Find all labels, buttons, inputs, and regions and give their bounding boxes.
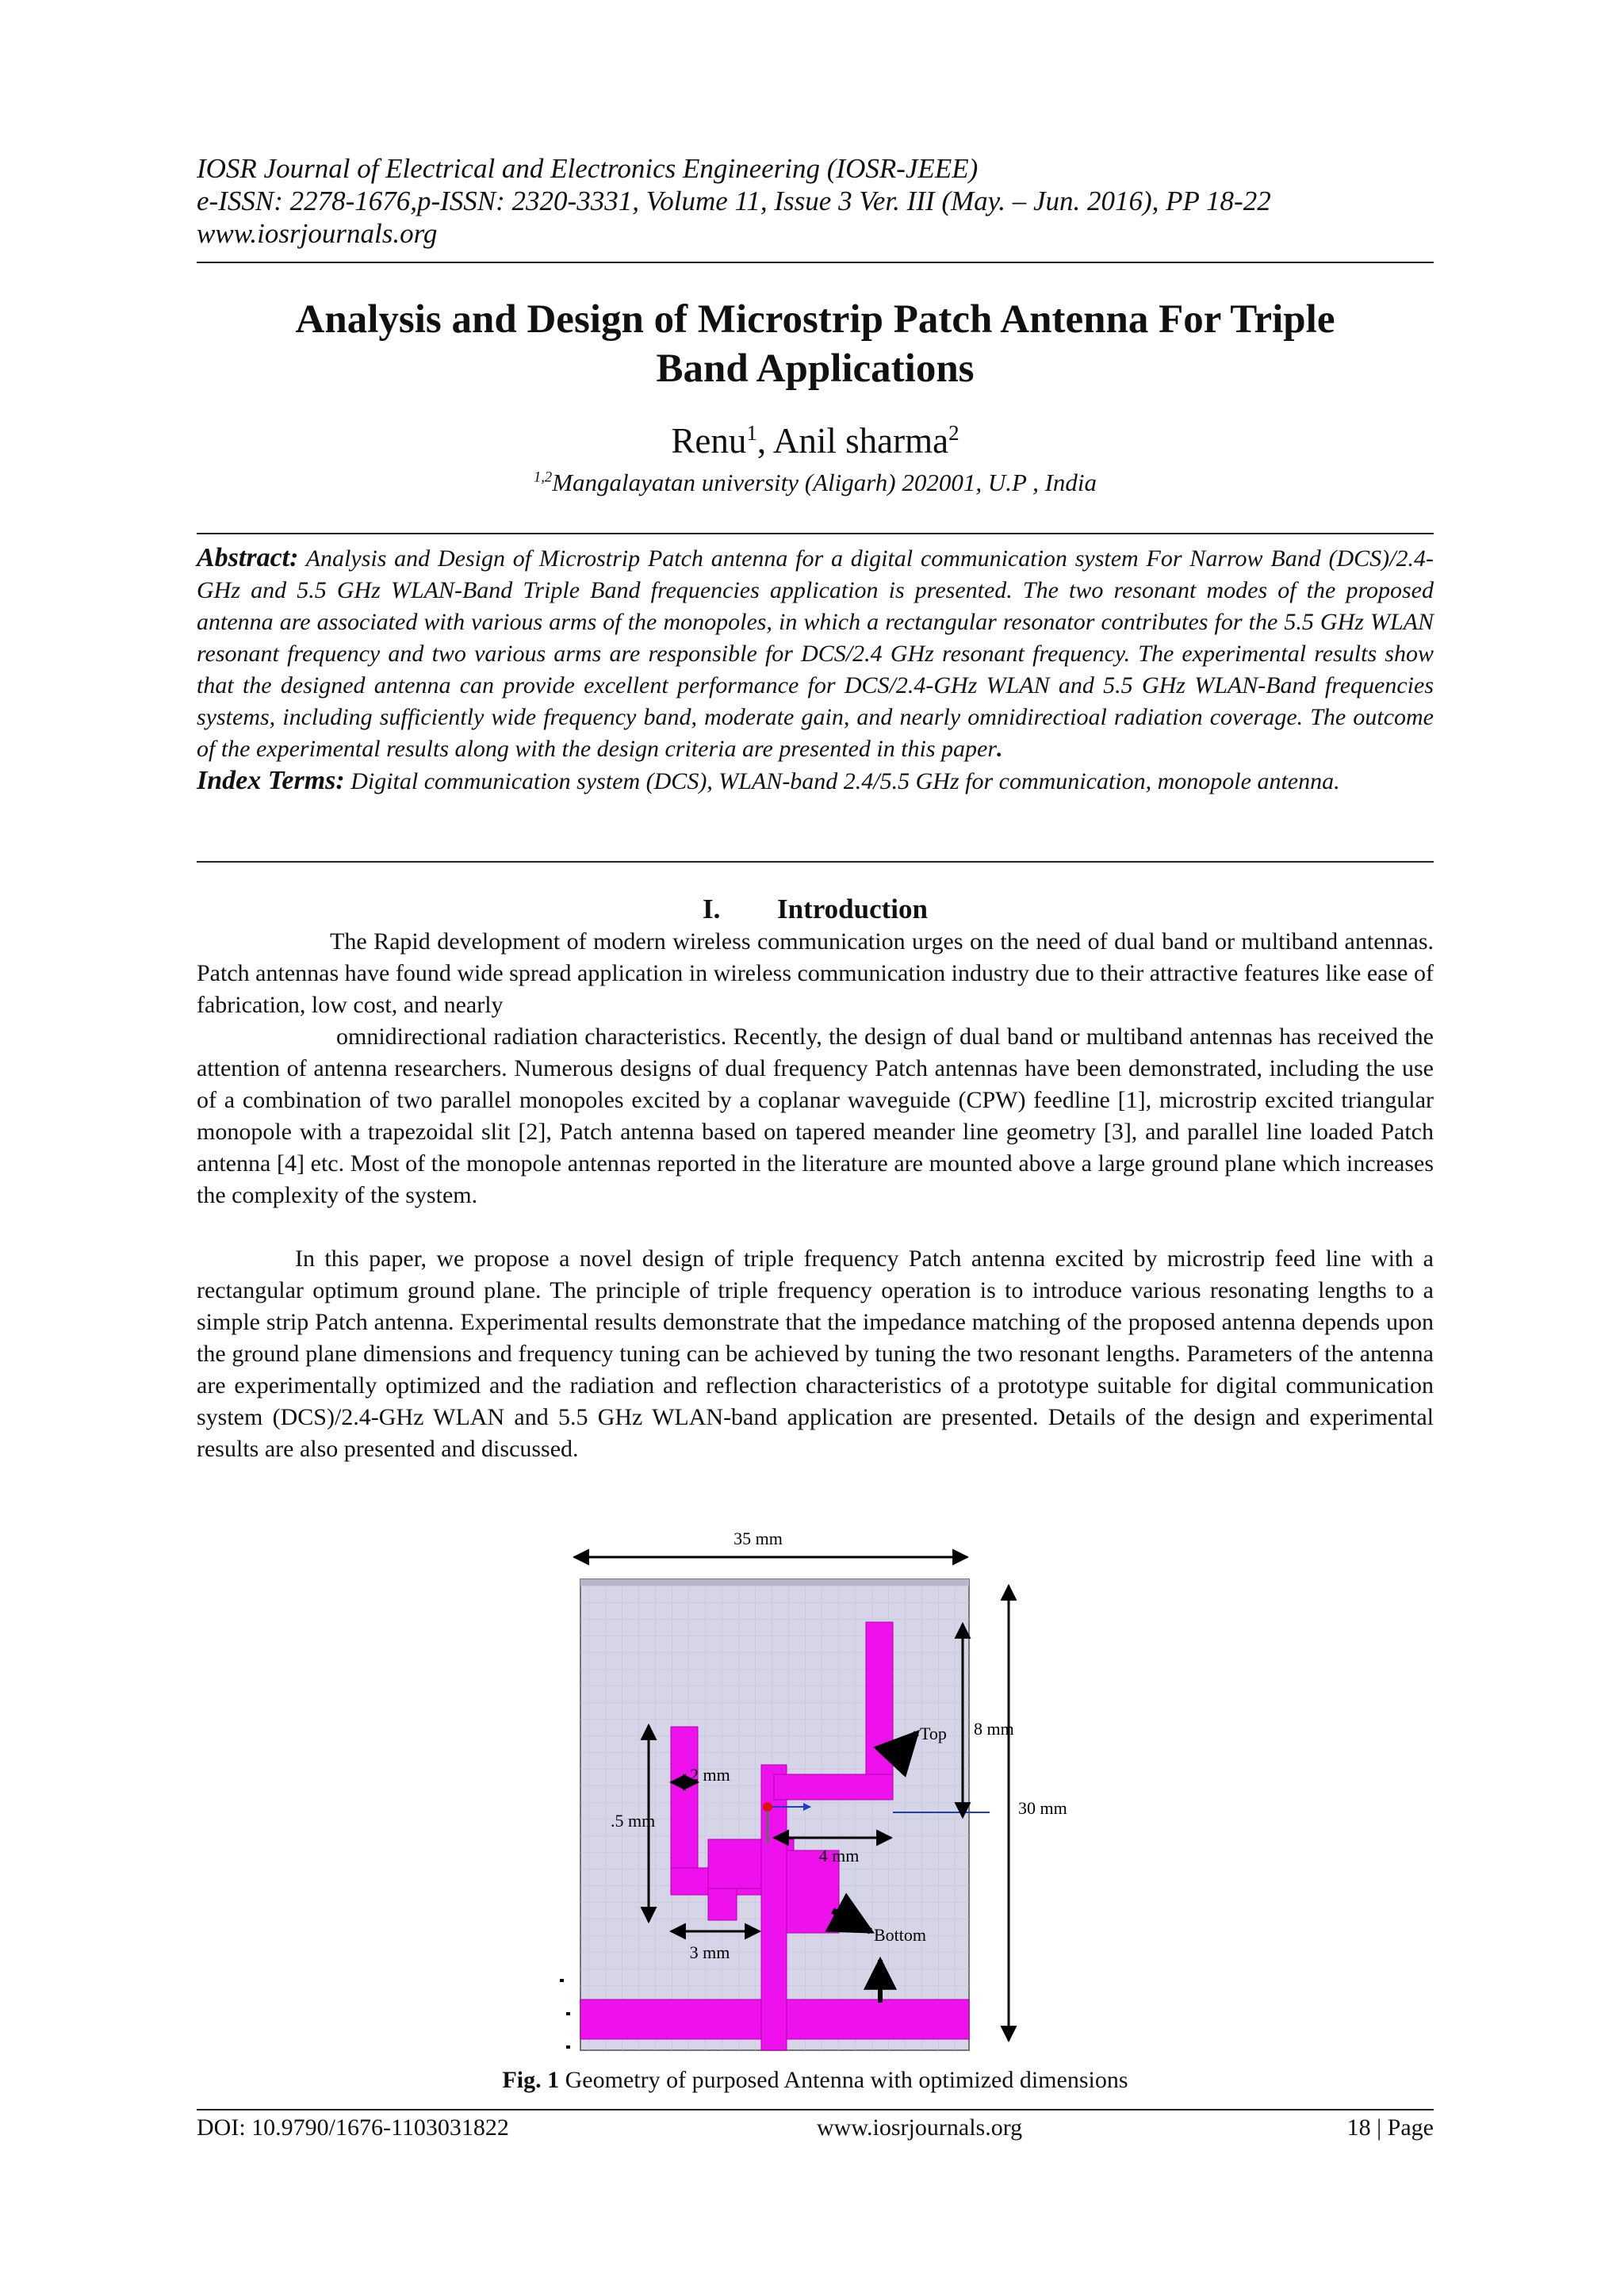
affiliation-text: Mangalayatan university (Aligarh) 202001, U.P , India <box>552 469 1097 496</box>
footer-rule <box>197 2109 1434 2110</box>
abstract <box>197 542 1434 798</box>
intro-paragraph-1: The Rapid development of modern wireless communication urges on the need of dual band or multiband antennas. Patch antennas have found wide spread application in wireless communication industry due to their attractive features like ease of fabrication, low cost, and nearly <box>197 928 1434 1018</box>
figure-caption-text: Geometry of purposed Antenna with optimized dimensions <box>559 2067 1128 2093</box>
five-mm-label: .5 mm <box>611 1811 656 1831</box>
two-mm-label: 2 mm <box>690 1765 730 1785</box>
four-mm-label: 4 mm <box>818 1846 860 1866</box>
paper-title <box>197 295 1434 393</box>
affiliation <box>197 468 1434 498</box>
substrate-edge <box>580 1579 969 1586</box>
top-label: Top <box>920 1724 947 1743</box>
journal-header <box>197 152 1434 250</box>
footer-page-number: 18 | Page <box>1346 2114 1434 2141</box>
journal-name: IOSR Journal of Electrical and Electronics Engineering (IOSR-JEEE) <box>197 153 979 184</box>
bottom-label: Bottom <box>874 1925 927 1945</box>
author-1-sup: 1 <box>746 421 757 445</box>
footer-website[interactable]: www.iosrjournals.org <box>817 2114 1023 2141</box>
eight-mm-label: 8 mm <box>974 1719 1014 1739</box>
index-terms-label: Index Terms: <box>197 766 345 795</box>
section-title: Introduction <box>777 894 928 924</box>
journal-website[interactable]: www.iosrjournals.org <box>197 218 438 249</box>
abstract-top-rule <box>197 533 1434 534</box>
antenna-geometry-figure <box>555 1519 1078 2058</box>
abstract-label: Abstract: <box>197 543 299 572</box>
title-line-1: Analysis and Design of Microstrip Patch Antenna For Triple <box>295 297 1335 342</box>
width-label: 35 mm <box>733 1529 783 1548</box>
figure-caption <box>197 2064 1434 2096</box>
abstract-text: Analysis and Design of Microstrip Patch antenna for a digital communication system For Narrow Band (DCS)/2.4-GHz and 5.5 GHz WLAN-Band Triple Band frequencies application is presented. The two resonant modes of the proposed antenna are associated with various arms of the monopoles, in which a rectangular resonator contributes for the 5.5 GHz WLAN resonant frequency and two various arms are responsible for DCS/2.4 GHz resonant frequency. The experimental results show that the designed antenna can provide excellent performance for DCS/2.4-GHz WLAN and 5.5 GHz WLAN-Band frequencies systems, including sufficiently wide frequency band, moderate gain, and nearly omnidirectioal radiation coverage. The outcome of the experimental results along with the design criteria are presented in this paper <box>197 545 1434 762</box>
affiliation-sup: 1,2 <box>533 469 553 486</box>
stray-mark-1 <box>560 1979 564 1982</box>
author-2-sup: 2 <box>948 421 959 445</box>
authors <box>197 420 1434 461</box>
index-terms-text: Digital communication system (DCS), WLAN-band 2.4/5.5 GHz for communication, monopole antenna. <box>350 768 1340 794</box>
section-number: I. <box>703 894 721 924</box>
abstract-end: . <box>997 736 1003 762</box>
three-mm-label: 3 mm <box>689 1942 730 1962</box>
right-arm-foot <box>774 1774 893 1800</box>
stray-mark-3 <box>566 2045 570 2049</box>
journal-issn: e-ISSN: 2278-1676,p-ISSN: 2320-3331, Volume 11, Issue 3 Ver. III (May. – Jun. 2016), PP 18-22 <box>197 186 1271 216</box>
intro-paragraph-1-continued: omnidirectional radiation characteristics. Recently, the design of dual band or multiband antennas has received the attention of antenna researchers. Numerous designs of dual frequency Patch antennas have been demonstrated, including the use of a combination of two parallel monopoles excited by a coplanar waveguide (CPW) feedline [1], microstrip excited triangular monopole with a trapezoidal slit [2], Patch antenna based on tapered meander line geometry [3], and parallel line loaded Patch antenna [4] etc. Most of the monopole antennas reported in the literature are mounted above a large ground plane which increases the complexity of the system. <box>197 1024 1434 1208</box>
abstract-bottom-rule <box>197 861 1434 863</box>
footer-doi[interactable]: DOI: 10.9790/1676-1103031822 <box>197 2114 509 2141</box>
right-arm <box>866 1622 893 1800</box>
intro-paragraph-2: In this paper, we propose a novel design of triple frequency Patch antenna excited by microstrip feed line with a rectangular optimum ground plane. The principle of triple frequency operation is to introduce various resonating lengths to a simple strip Patch antenna. Experimental results demonstrate that the impedance matching of the proposed antenna depends upon the ground plane dimensions and frequency tuning can be achieved by tuning the two resonant lengths. Parameters of the antenna are experimentally optimized and the radiation and reflection characteristics of a prototype suitable for digital communication system (DCS)/2.4-GHz WLAN and 5.5 GHz WLAN-band application are presented. Details of the design and experimental results are also presented and discussed. <box>197 1246 1434 1462</box>
left-lower-stub <box>708 1888 737 1920</box>
header-rule <box>197 262 1434 263</box>
stray-mark-2 <box>566 2012 570 2015</box>
author-1: Renu <box>671 421 747 461</box>
author-2: , Anil sharma <box>756 421 949 461</box>
title-line-2: Band Applications <box>656 346 975 391</box>
height-label: 30 mm <box>1018 1798 1067 1818</box>
feed-point <box>763 1802 772 1812</box>
figure-caption-label: Fig. 1 <box>502 2067 560 2093</box>
section-heading <box>197 893 1434 926</box>
